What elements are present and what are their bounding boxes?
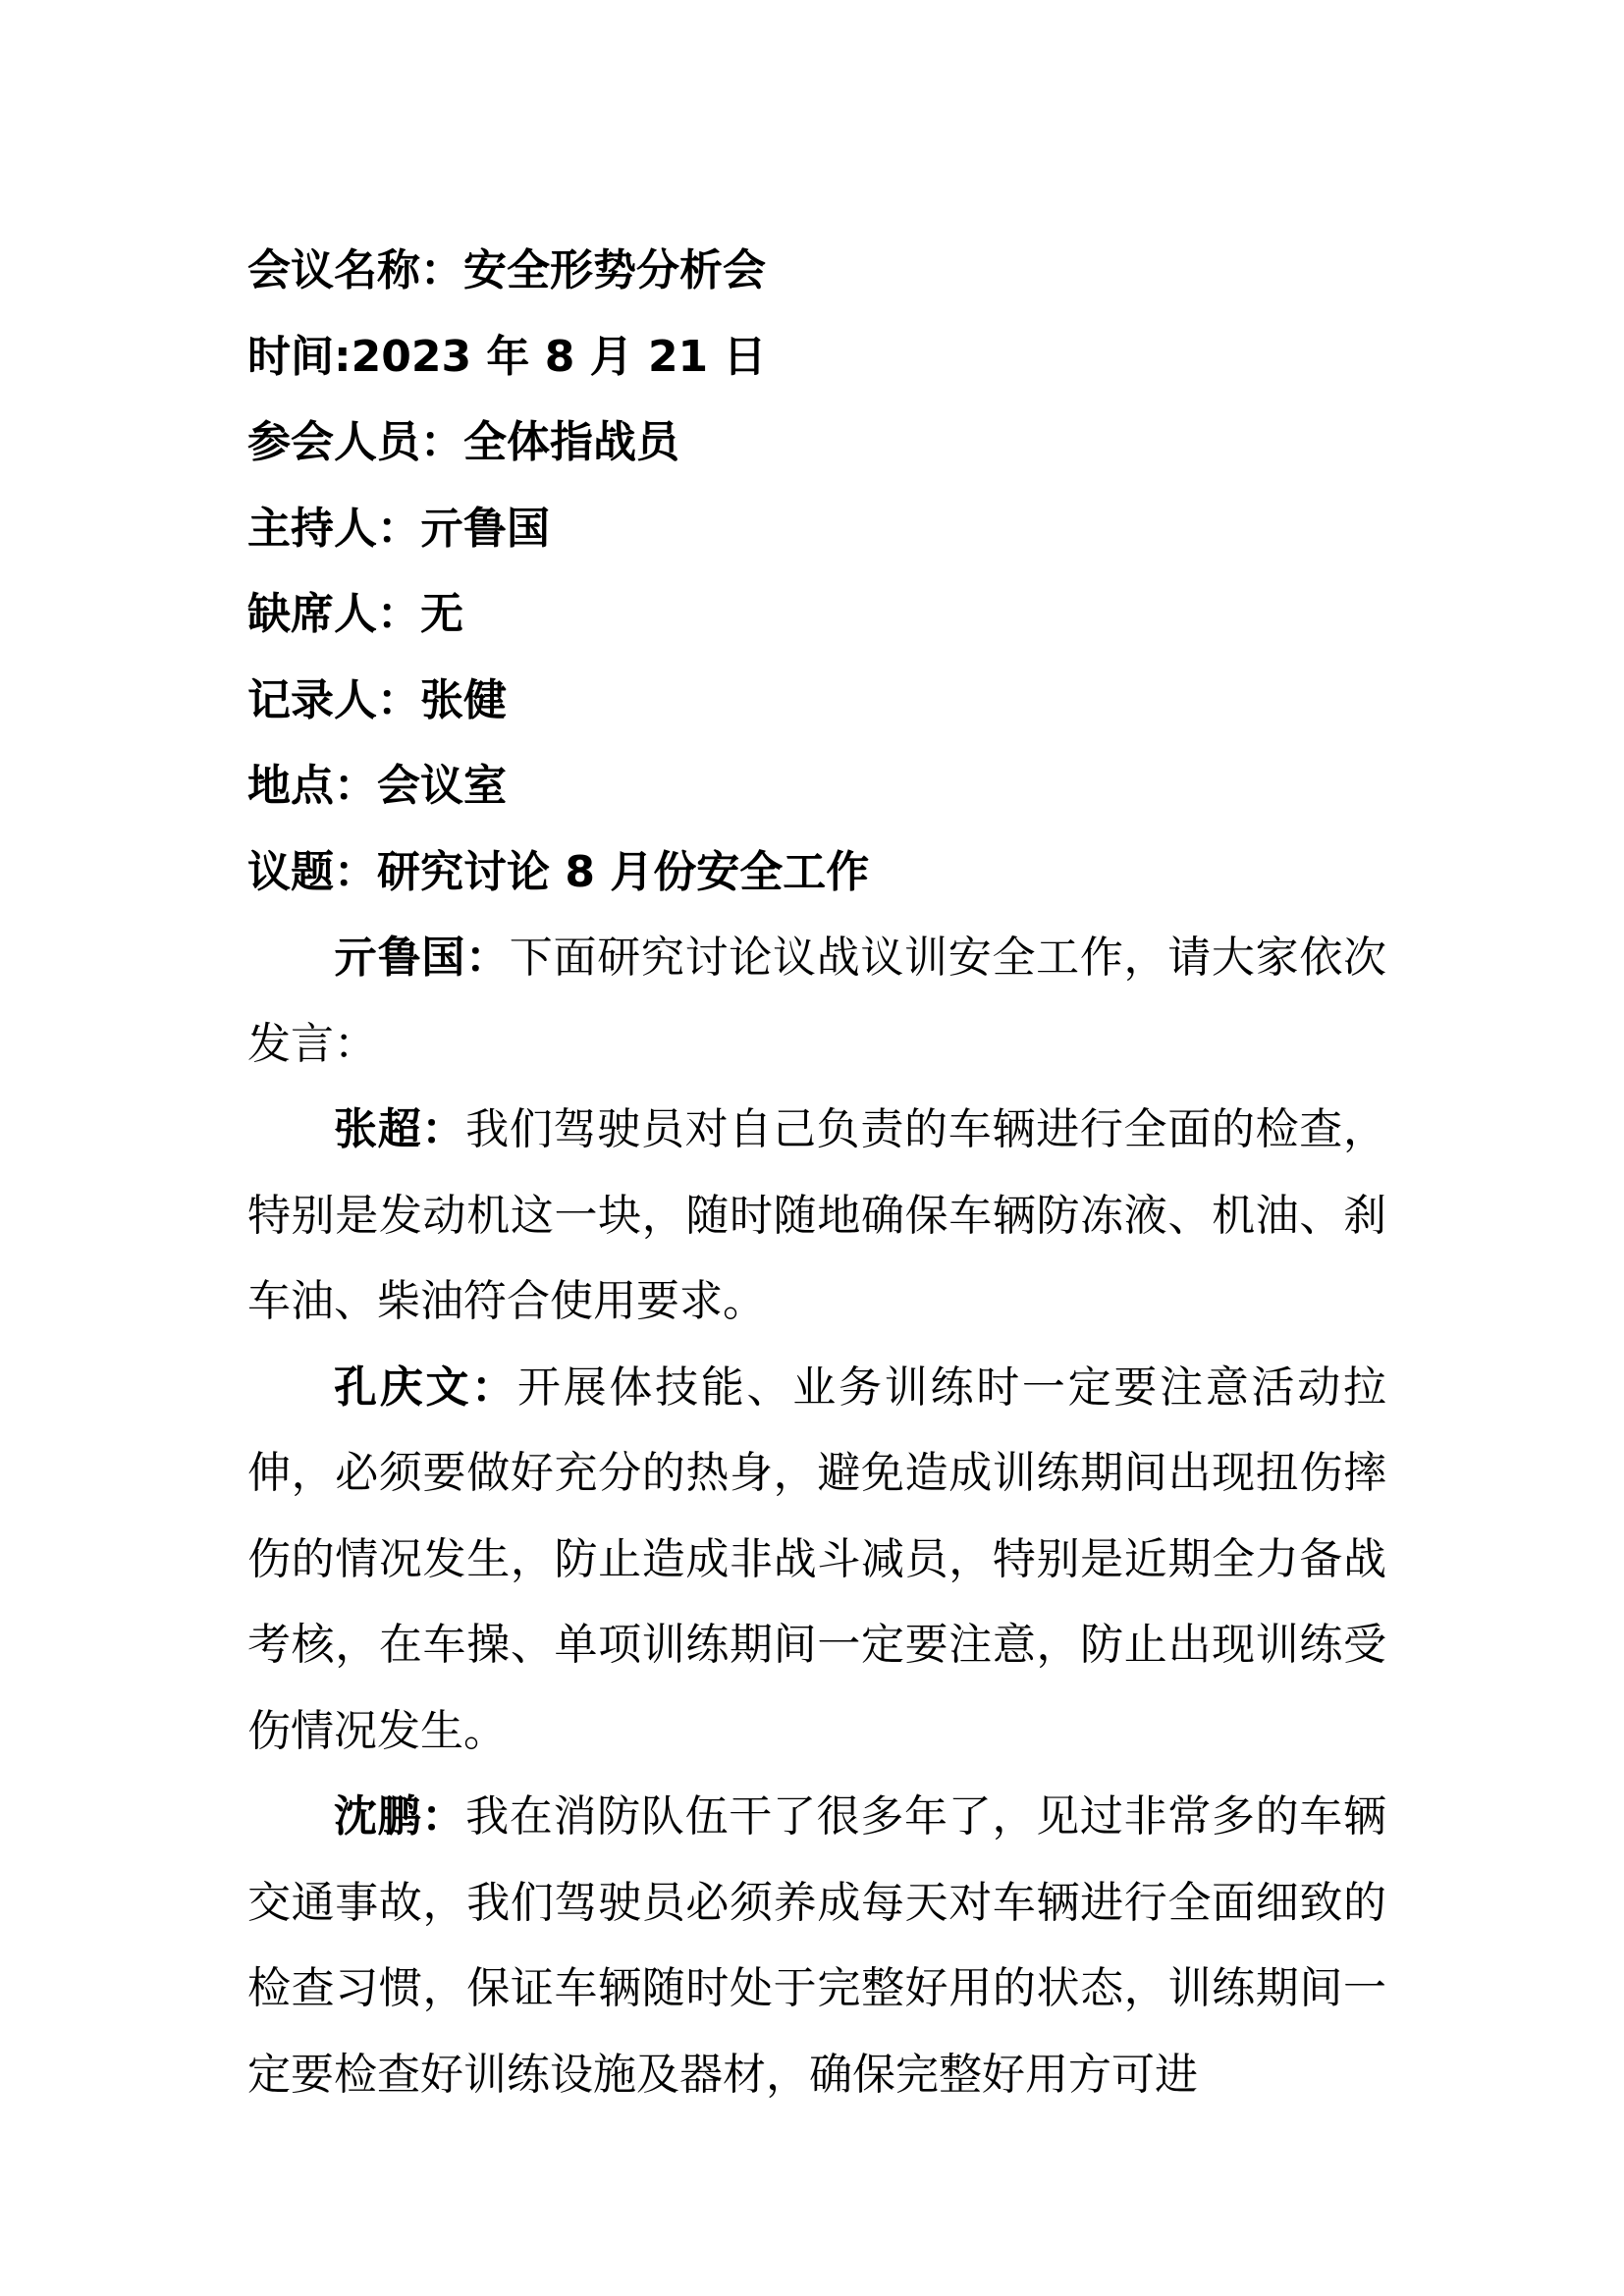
meeting-absent: 缺席人：无 — [247, 589, 463, 639]
meeting-recorder: 记录人：张健 — [247, 674, 507, 725]
speech-paragraph — [247, 1774, 1386, 2117]
speech-text: 我们驾驶员对自己负责的车辆进行全面的检查，特别是发动机这一块，随时随地确保车辆防冻液、机油、刹车油、柴油符合使用要求。 — [247, 1104, 1387, 1326]
speech-text: 我在消防队伍干了很多年了，见过非常多的车辆交通事故，我们驾驶员必须养成每天对车辆进行全面细致的检查习惯，保证车辆随时处于完整好用的状态，训练期间一定要检查好训练设施及器材，确保完整好用方可进 — [247, 1791, 1387, 2100]
meeting-location: 地点：会议室 — [247, 761, 507, 811]
speaker-name: 沈鹏： — [334, 1791, 466, 1842]
speech-paragraph — [247, 1345, 1386, 1775]
speaker-name: 孔庆文： — [334, 1362, 517, 1413]
meeting-topic: 议题：研究讨论 8 月份安全工作 — [247, 846, 870, 897]
speech-text: 下面研究讨论议战议训安全工作，请大家依次发言： — [247, 933, 1387, 1069]
speaker-name: 亓鲁国： — [334, 933, 510, 983]
speech-paragraph — [247, 915, 1386, 1087]
meeting-name: 会议名称：安全形势分析会 — [247, 245, 766, 295]
meeting-host: 主持人：亓鲁国 — [247, 503, 550, 554]
meeting-attendees: 参会人员：全体指战员 — [247, 417, 679, 467]
speaker-name: 张超： — [334, 1104, 466, 1154]
speech-text: 开展体技能、业务训练时一定要注意活动拉伸，必须要做好充分的热身，避免造成训练期间出现扭伤摔伤的情况发生，防止造成非战斗减员，特别是近期全力备战考核，在车操、单项训练期间一定要注意，防止出现训练受伤情况发生。 — [247, 1362, 1387, 1756]
document-page — [247, 228, 1386, 2117]
meeting-time: 时间:2023 年 8 月 21 日 — [247, 331, 767, 382]
speech-paragraph — [247, 1087, 1386, 1345]
